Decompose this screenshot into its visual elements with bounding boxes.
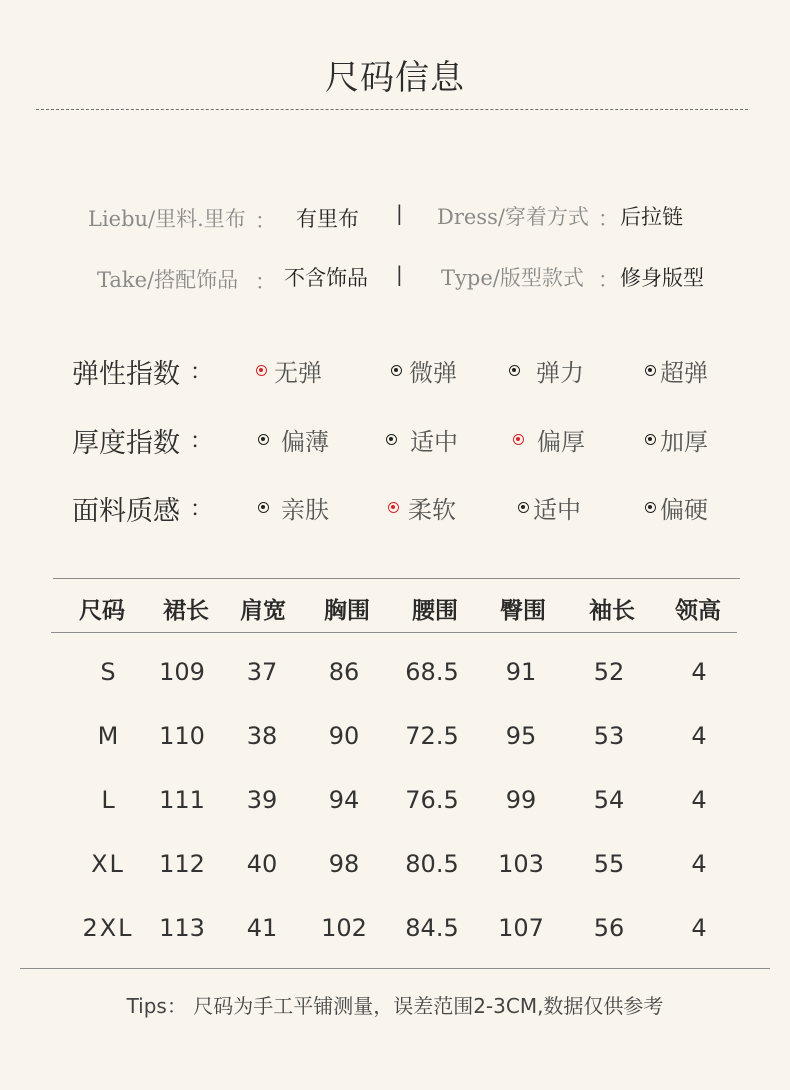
table-header-cell: 尺码 bbox=[79, 598, 125, 624]
table-header-cell: 领高 bbox=[675, 598, 721, 624]
thickness-option-thin: 偏薄 bbox=[258, 422, 329, 457]
radio-icon bbox=[645, 434, 656, 445]
elasticity-option-stretch: 弹力 bbox=[509, 353, 584, 388]
elasticity-option-none: 无弹 bbox=[256, 353, 322, 388]
thickness-option-medium: 适中 bbox=[386, 422, 458, 457]
attr-colon-lining: ： bbox=[255, 209, 276, 233]
thickness-colon: ： bbox=[190, 429, 213, 454]
title-divider bbox=[36, 109, 748, 110]
table-cell: 91 bbox=[505, 658, 537, 686]
texture-option-soft: 柔软 bbox=[388, 490, 456, 525]
table-cell: 37 bbox=[246, 658, 278, 686]
table-cell: 72.5 bbox=[405, 722, 459, 750]
radio-icon bbox=[518, 502, 529, 513]
attr-colon-accessory: ： bbox=[255, 270, 276, 294]
table-header-cell: 臀围 bbox=[500, 598, 546, 624]
attr-value-type: 修身版型 bbox=[620, 266, 704, 290]
attr-value-lining: 有里布 bbox=[296, 207, 359, 231]
attr-label-accessory: Take/搭配饰品 bbox=[97, 268, 239, 292]
table-cell: 94 bbox=[328, 786, 360, 814]
radio-icon bbox=[645, 365, 656, 376]
table-header-cell: 袖长 bbox=[589, 598, 635, 624]
table-cell: 86 bbox=[328, 658, 360, 686]
radio-icon bbox=[258, 502, 269, 513]
table-cell: 102 bbox=[321, 914, 367, 942]
table-cell: 52 bbox=[593, 658, 625, 686]
elasticity-colon: ： bbox=[190, 360, 213, 385]
thickness-label: 厚度指数 bbox=[72, 428, 180, 459]
texture-label: 面料质感 bbox=[72, 496, 180, 527]
attr-colon-dress: ： bbox=[598, 207, 619, 231]
radio-selected-icon bbox=[388, 502, 399, 513]
attr-separator: | bbox=[396, 201, 403, 225]
radio-icon bbox=[645, 502, 656, 513]
table-header-cell: 肩宽 bbox=[240, 598, 286, 624]
table-cell: 98 bbox=[328, 850, 360, 878]
radio-icon bbox=[509, 365, 520, 376]
attr-value-accessory: 不含饰品 bbox=[284, 266, 368, 290]
table-cell: 4 bbox=[691, 722, 707, 750]
table-cell: 112 bbox=[159, 850, 205, 878]
table-cell: 68.5 bbox=[405, 658, 459, 686]
radio-selected-icon bbox=[256, 365, 267, 376]
attr-value-dress: 后拉链 bbox=[620, 205, 683, 229]
table-header-cell: 裙长 bbox=[163, 598, 209, 624]
measurement-tips: Tips： 尺码为手工平铺测量，误差范围2-3CM,数据仅供参考 bbox=[126, 994, 664, 1018]
table-header-cell: 胸围 bbox=[324, 598, 370, 624]
table-cell: 84.5 bbox=[405, 914, 459, 942]
attr-label-lining: Liebu/里料.里布 bbox=[88, 207, 246, 231]
radio-icon bbox=[391, 365, 402, 376]
table-cell: 103 bbox=[498, 850, 544, 878]
attr-label-type: Type/版型款式 bbox=[441, 266, 584, 290]
texture-option-medium: 适中 bbox=[518, 490, 581, 525]
table-cell: M bbox=[97, 722, 119, 750]
attr-colon-type: ： bbox=[598, 268, 619, 292]
table-cell: XL bbox=[91, 850, 125, 878]
table-cell: 90 bbox=[328, 722, 360, 750]
table-bottom-border bbox=[20, 968, 770, 969]
texture-option-skin: 亲肤 bbox=[258, 490, 329, 525]
table-cell: 38 bbox=[246, 722, 278, 750]
table-cell: 56 bbox=[593, 914, 625, 942]
table-cell: 107 bbox=[498, 914, 544, 942]
table-cell: 113 bbox=[159, 914, 205, 942]
table-cell: 4 bbox=[691, 786, 707, 814]
table-cell: 54 bbox=[593, 786, 625, 814]
page-title: 尺码信息 bbox=[325, 58, 465, 98]
table-cell: 110 bbox=[159, 722, 205, 750]
table-cell: 99 bbox=[505, 786, 537, 814]
table-cell: 53 bbox=[593, 722, 625, 750]
texture-option-hard: 偏硬 bbox=[645, 490, 708, 525]
table-cell: 4 bbox=[691, 850, 707, 878]
table-cell: 109 bbox=[159, 658, 205, 686]
table-cell: 40 bbox=[246, 850, 278, 878]
radio-icon bbox=[258, 434, 269, 445]
table-cell: 4 bbox=[691, 658, 707, 686]
elasticity-option-slight: 微弹 bbox=[391, 353, 457, 388]
table-cell: 55 bbox=[593, 850, 625, 878]
elasticity-label: 弹性指数 bbox=[72, 359, 180, 390]
table-cell: L bbox=[101, 786, 115, 814]
table-cell: 95 bbox=[505, 722, 537, 750]
texture-colon: ： bbox=[190, 497, 213, 522]
table-header-border bbox=[51, 632, 737, 633]
table-cell: 39 bbox=[246, 786, 278, 814]
attr-label-dress: Dress/穿着方式 bbox=[437, 205, 589, 229]
thickness-option-extra: 加厚 bbox=[645, 422, 708, 457]
radio-selected-icon bbox=[513, 434, 524, 445]
thickness-option-thick: 偏厚 bbox=[513, 422, 585, 457]
table-cell: S bbox=[100, 658, 116, 686]
attr-separator: | bbox=[396, 262, 403, 286]
radio-icon bbox=[386, 434, 397, 445]
table-cell: 80.5 bbox=[405, 850, 459, 878]
table-cell: 4 bbox=[691, 914, 707, 942]
elasticity-option-super: 超弹 bbox=[645, 353, 708, 388]
table-top-border bbox=[53, 578, 740, 579]
table-cell: 41 bbox=[246, 914, 278, 942]
table-cell: 111 bbox=[159, 786, 205, 814]
table-cell: 76.5 bbox=[405, 786, 459, 814]
table-header-cell: 腰围 bbox=[412, 598, 458, 624]
table-cell: 2XL bbox=[82, 914, 134, 942]
